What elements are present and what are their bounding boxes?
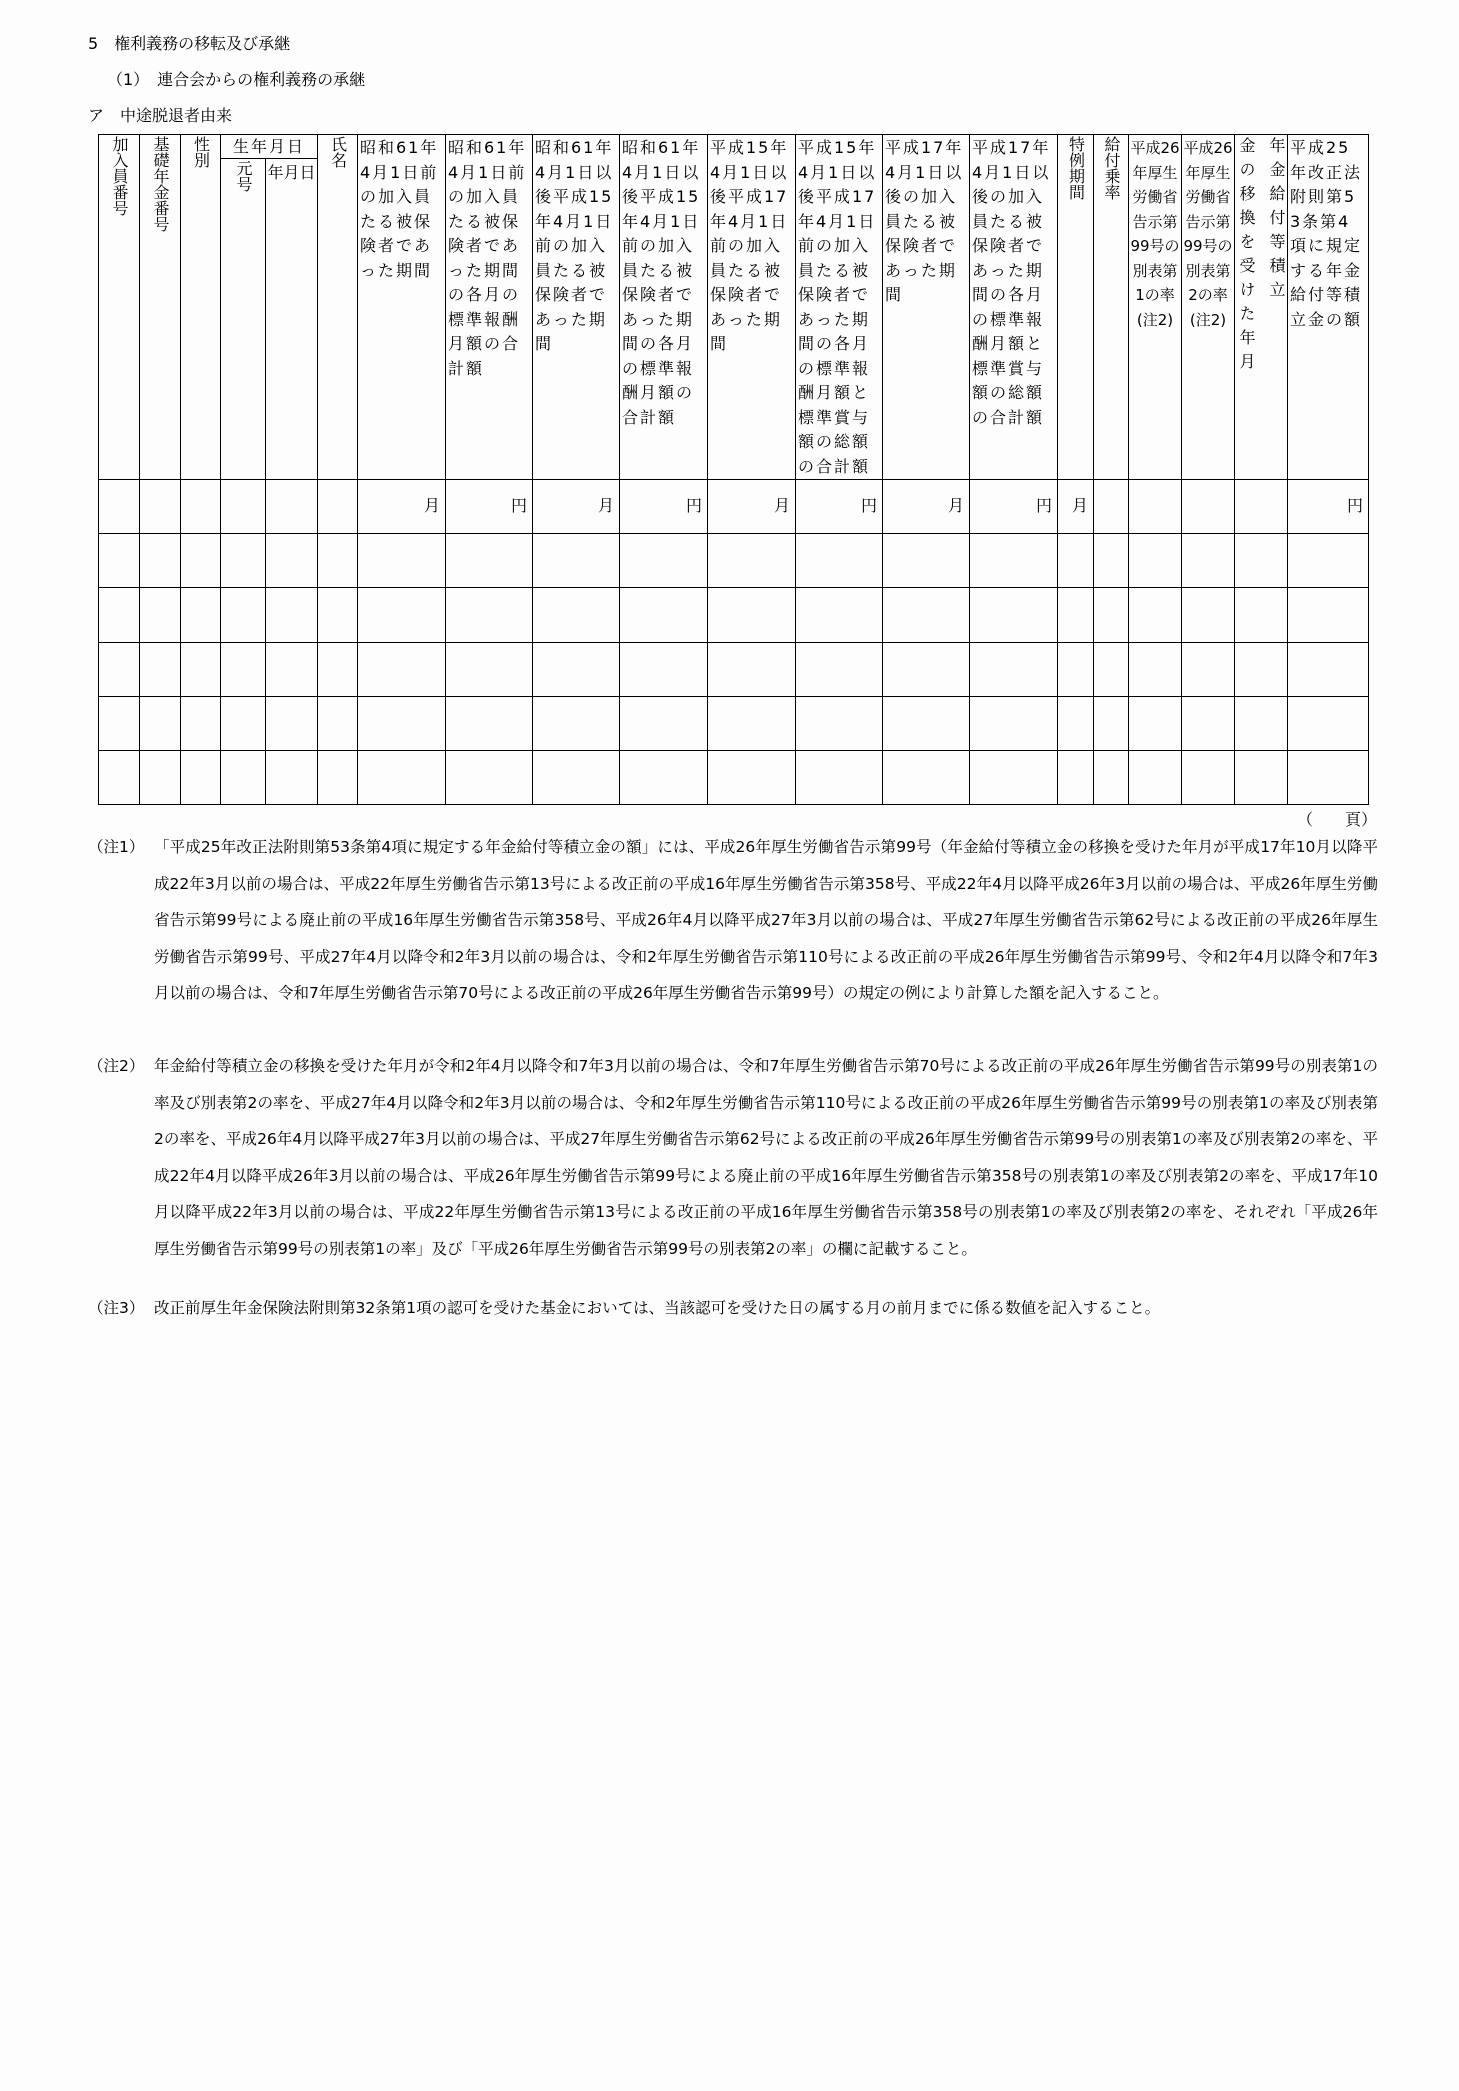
unit-yen: 円 (796, 480, 883, 534)
header-birth-date: 生年月日 (221, 135, 318, 159)
unit-month: 月 (708, 480, 796, 534)
header-era: 元号 (221, 159, 266, 480)
unit-yen: 円 (1288, 480, 1369, 534)
header-member-number: 加入員番号 (99, 135, 140, 480)
unit-month: 月 (533, 480, 620, 534)
header-h17-after-amount: 平成17年4月1日以後の加入員たる被保険者であった期間の各月の標準報酬月額と標準賞与額の総額の合計額 (970, 135, 1058, 480)
header-s61-before-amount: 昭和61年4月1日前の加入員たる被保険者であった期間の各月の標準報酬月額の合計額 (446, 135, 533, 480)
unit-month: 月 (1058, 480, 1094, 534)
header-h15-h17-amount: 平成15年4月1日以後平成17年4月1日前の加入員たる被保険者であった期間の各月の標準報酬月額と標準賞与額の総額の合計額 (796, 135, 883, 480)
transfer-form-table (98, 134, 1369, 805)
note-1 (88, 829, 1378, 1012)
header-special-period: 特例期間 (1058, 135, 1094, 480)
header-reserve-amount: 平成25年改正法附則第53条第4項に規定する年金給付等積立金の額 (1288, 135, 1369, 480)
header-s61-h15-amount: 昭和61年4月1日以後平成15年4月1日前の加入員たる被保険者であった期間の各月の標準報酬月額の合計額 (620, 135, 708, 480)
note-text: 改正前厚生年金保険法附則第32条第1項の認可を受けた基金においては、当該認可を受けた日の属する月の前月までに係る数値を記入すること。 (154, 1299, 1161, 1317)
table-row[interactable] (99, 751, 1369, 805)
unit-month: 月 (358, 480, 446, 534)
header-transfer-month: 金の移換を受けた年月 年金給付等積立 (1235, 135, 1288, 480)
unit-yen: 円 (446, 480, 533, 534)
note-text: 「平成25年改正法附則第53条第4項に規定する年金給付等積立金の額」には、平成26年厚生労働省告示第99号（年金給付等積立金の移換を受けた年月が平成17年10月以降平成22年3月以前の場合は、平成22年厚生労働省告示第13号による改正前の平成16年厚生労働省告示第358号、平成22年4月以降平成26年3月以前の場合は、平成26年厚生労働省告示第99号による廃止前の平成16年厚生労働省告示第358号、平成26年4月以降平成27年3月以前の場合は、平成27年厚生労働省告示第62号による改正前の平成26年厚生労働省告示第99号、平成27年4月以降令和2年3月以前の場合は、令和2年厚生労働省告示第110号による改正前の平成26年厚生労働省告示第99号、令和2年4月以降令和7年3月以前の場合は、令和7年厚生労働省告示第70号による改正前の平成26年厚生労働省告示第99号）の規定の例により計算した額を記入すること。 (154, 838, 1379, 1003)
section-item: ア 中途脱退者由来 (88, 106, 233, 125)
header-basic-pension-number: 基礎年金番号 (140, 135, 181, 480)
table-row[interactable] (99, 697, 1369, 751)
table-row[interactable] (99, 588, 1369, 643)
header-name: 氏名 (318, 135, 358, 480)
units-row (99, 480, 1369, 534)
note-3 (88, 1290, 1378, 1327)
unit-month: 月 (883, 480, 970, 534)
section-title: 5 権利義務の移転及び承継 (88, 34, 291, 53)
note-text: 年金給付等積立金の移換を受けた年月が令和2年4月以降令和7年3月以前の場合は、令和7年厚生労働省告示第70号による改正前の平成26年厚生労働省告示第99号の別表第1の率及び別表第2の率を、平成27年4月以降令和2年3月以前の場合は、令和2年厚生労働省告示第110号による改正前の平成26年厚生労働省告示第99号の別表第1の率及び別表第2の率を、平成26年4月以降平成27年3月以前の場合は、平成27年厚生労働省告示第62号による改正前の平成26年厚生労働省告示第99号の別表第1の率及び別表第2の率を、平成22年4月以降平成26年3月以前の場合は、平成26年厚生労働省告示第99号による廃止前の平成16年厚生労働省告示第358号の別表第1の率及び別表第2の率を、平成17年10月以降平成22年3月以前の場合は、平成22年厚生労働省告示第13号による改正前の平成16年厚生労働省告示第358号の別表第1の率及び別表第2の率を、それぞれ「平成26年厚生労働省告示第99号の別表第1の率」及び「平成26年厚生労働省告示第99号の別表第2の率」の欄に記載すること。 (154, 1057, 1378, 1258)
unit-yen: 円 (620, 480, 708, 534)
header-ymd: 年月日 (266, 159, 318, 480)
header-h15-h17-period: 平成15年4月1日以後平成17年4月1日前の加入員たる被保険者であった期間 (708, 135, 796, 480)
table-row[interactable] (99, 534, 1369, 588)
table-row[interactable] (99, 643, 1369, 697)
section-subtitle: （1） 連合会からの権利義務の承継 (107, 70, 366, 89)
header-gender: 性別 (181, 135, 221, 480)
note-label: （注3） (88, 1299, 145, 1317)
unit-yen: 円 (970, 480, 1058, 534)
header-s61-h15-period: 昭和61年4月1日以後平成15年4月1日前の加入員たる被保険者であった期間 (533, 135, 620, 480)
note-label: （注1） (88, 838, 145, 856)
header-benefit-rate: 給付乗率 (1094, 135, 1129, 480)
header-rate-table1: 平成26年厚生労働省告示第99号の別表第1の率(注2) (1129, 135, 1182, 480)
header-h17-after-period: 平成17年4月1日以後の加入員たる被保険者であった期間 (883, 135, 970, 480)
header-rate-table2: 平成26年厚生労働省告示第99号の別表第2の率(注2) (1182, 135, 1235, 480)
note-label: （注2） (88, 1057, 145, 1075)
header-s61-before-period: 昭和61年4月1日前の加入員たる被保険者であった期間 (358, 135, 446, 480)
page-number-label: （ 頁） (1297, 810, 1378, 829)
note-2 (88, 1048, 1378, 1268)
